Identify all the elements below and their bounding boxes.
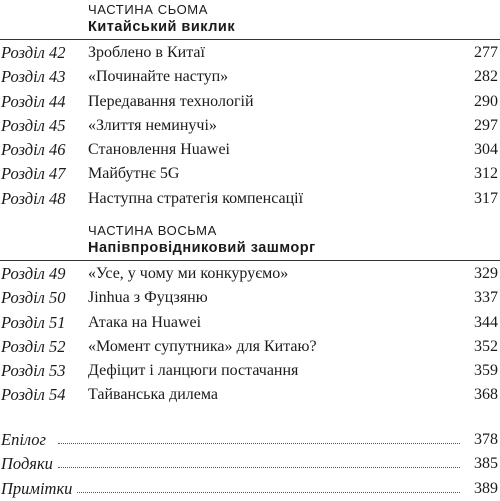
page-number: 337 bbox=[474, 289, 498, 307]
part-7-header bbox=[88, 2, 235, 36]
page-number: 359 bbox=[474, 362, 498, 380]
part-8-label: ЧАСТИНА ВОСЬМА bbox=[88, 223, 217, 238]
toc-entry[interactable] bbox=[0, 41, 500, 65]
chapter-number: Розділ 54 bbox=[1, 385, 66, 405]
toc-entry[interactable] bbox=[0, 311, 500, 335]
part-7-title: Китайський виклик bbox=[88, 19, 236, 35]
toc-entry[interactable] bbox=[0, 162, 500, 186]
chapter-title: Майбутнє 5G bbox=[88, 165, 180, 183]
page-number: 385 bbox=[470, 452, 498, 476]
back-matter-label: Подяки bbox=[1, 452, 57, 476]
toc-entry[interactable] bbox=[0, 90, 500, 114]
chapter-number: Розділ 52 bbox=[1, 336, 66, 356]
page-number: 344 bbox=[474, 313, 498, 331]
page-number: 297 bbox=[474, 116, 498, 134]
chapter-number: Розділ 43 bbox=[1, 67, 66, 87]
dot-leader bbox=[58, 467, 460, 468]
back-matter-label: Епілог bbox=[1, 428, 50, 452]
dot-leader bbox=[70, 492, 460, 493]
toc-entry-acknowledgements[interactable] bbox=[0, 452, 500, 476]
page-number: 352 bbox=[474, 337, 498, 355]
part-8-chapter-list bbox=[0, 262, 500, 408]
chapter-title: Тайванська дилема bbox=[88, 386, 218, 404]
part-7-label: ЧАСТИНА СЬОМА bbox=[88, 2, 209, 17]
back-matter-label: Примітки bbox=[1, 477, 76, 501]
toc-entry[interactable] bbox=[0, 262, 500, 286]
toc-entry[interactable] bbox=[0, 359, 500, 383]
chapter-number: Розділ 45 bbox=[1, 115, 66, 135]
chapter-number: Розділ 48 bbox=[1, 188, 66, 208]
chapter-title: «Злиття неминучі» bbox=[88, 116, 217, 134]
chapter-title: «Усе, у чому ми конкуруємо» bbox=[88, 265, 289, 282]
chapter-number: Розділ 47 bbox=[1, 164, 66, 184]
page-number: 317 bbox=[474, 189, 498, 207]
chapter-number: Розділ 51 bbox=[1, 312, 66, 332]
chapter-title: Наступна стратегія компенсації bbox=[88, 189, 304, 207]
part-8-title: Напівпровідниковий зашморг bbox=[88, 240, 316, 256]
page-number: 312 bbox=[474, 165, 498, 183]
chapter-number: Розділ 46 bbox=[1, 140, 66, 160]
toc-entry[interactable] bbox=[0, 138, 500, 162]
chapter-title: «Момент супутника» для Китаю? bbox=[88, 337, 317, 355]
toc-entry[interactable] bbox=[0, 383, 500, 407]
chapter-title: Становлення Huawei bbox=[88, 141, 230, 159]
chapter-title: Атака на Huawei bbox=[88, 313, 202, 331]
chapter-number: Розділ 42 bbox=[1, 43, 66, 62]
page-number: 329 bbox=[474, 265, 498, 282]
page-number: 378 bbox=[470, 428, 498, 452]
dot-leader bbox=[58, 443, 460, 444]
chapter-title: Jinhua з Фуцзяню bbox=[88, 289, 208, 307]
page-number: 282 bbox=[474, 68, 498, 86]
chapter-title: Зроблено в Китаї bbox=[88, 44, 205, 61]
page-number: 304 bbox=[474, 141, 498, 159]
chapter-title: Передавання технологій bbox=[88, 92, 254, 110]
chapter-title: «Починайте наступ» bbox=[88, 68, 229, 86]
toc-entry-notes[interactable] bbox=[0, 477, 500, 501]
part-8-divider bbox=[0, 260, 500, 261]
page-number: 389 bbox=[470, 477, 498, 501]
chapter-number: Розділ 44 bbox=[1, 91, 66, 111]
chapter-number: Розділ 50 bbox=[1, 288, 66, 308]
page-number: 277 bbox=[474, 44, 498, 61]
part-7-chapter-list bbox=[0, 41, 500, 211]
back-matter-list bbox=[0, 428, 500, 501]
chapter-number: Розділ 53 bbox=[1, 361, 66, 381]
toc-entry[interactable] bbox=[0, 114, 500, 138]
part-7-divider bbox=[0, 39, 500, 40]
chapter-number: Розділ 49 bbox=[1, 264, 66, 283]
toc-entry[interactable] bbox=[0, 65, 500, 89]
toc-entry[interactable] bbox=[0, 187, 500, 211]
chapter-title: Дефіцит і ланцюги постачання bbox=[88, 362, 299, 380]
part-8-header bbox=[88, 223, 316, 257]
toc-entry[interactable] bbox=[0, 335, 500, 359]
toc-entry[interactable] bbox=[0, 286, 500, 310]
page-number: 290 bbox=[474, 92, 498, 110]
toc-entry-epilogue[interactable] bbox=[0, 428, 500, 452]
page-number: 368 bbox=[474, 386, 498, 404]
